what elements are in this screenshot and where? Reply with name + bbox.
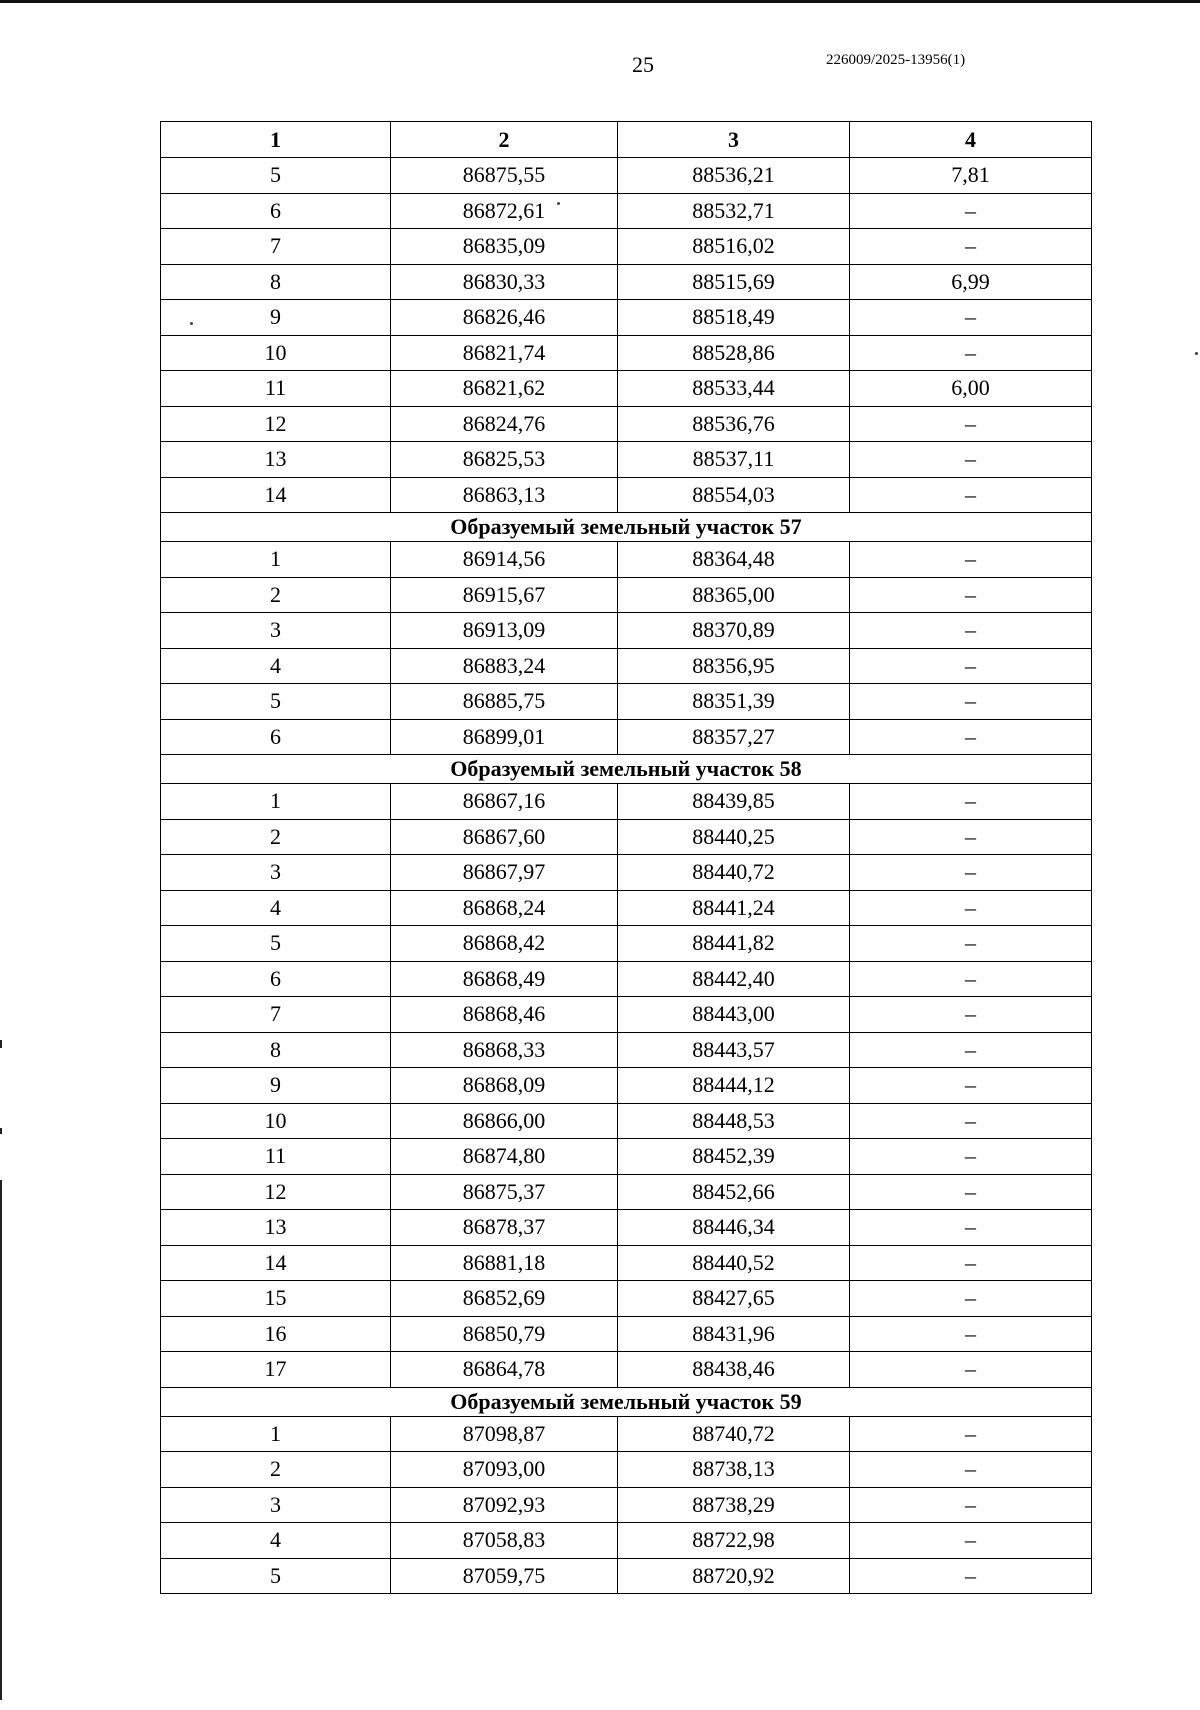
x-coordinate-cell: 86875,55 <box>391 158 618 194</box>
point-number-cell: 6 <box>161 719 391 755</box>
table-header-row <box>161 122 1092 158</box>
distance-cell: – <box>850 855 1092 891</box>
table-row <box>161 406 1092 442</box>
table-row <box>161 300 1092 336</box>
y-coordinate-cell: 88448,53 <box>618 1103 850 1139</box>
x-coordinate-cell: 86824,76 <box>391 406 618 442</box>
table-row <box>161 1316 1092 1352</box>
table-row <box>161 1281 1092 1317</box>
distance-cell: – <box>850 784 1092 820</box>
table-row <box>161 819 1092 855</box>
table-row <box>161 890 1092 926</box>
distance-cell: – <box>850 1487 1092 1523</box>
x-coordinate-cell: 86867,60 <box>391 819 618 855</box>
distance-cell: – <box>850 1103 1092 1139</box>
section-title: Образуемый земельный участок 58 <box>161 755 1092 784</box>
y-coordinate-cell: 88442,40 <box>618 961 850 997</box>
x-coordinate-cell: 86878,37 <box>391 1210 618 1246</box>
x-coordinate-cell: 86866,00 <box>391 1103 618 1139</box>
table-row <box>161 442 1092 478</box>
x-coordinate-cell: 86868,46 <box>391 997 618 1033</box>
x-coordinate-cell: 86874,80 <box>391 1139 618 1175</box>
scan-edge-mark <box>0 1180 2 1700</box>
y-coordinate-cell: 88356,95 <box>618 648 850 684</box>
table-row <box>161 577 1092 613</box>
point-number-cell: 6 <box>161 961 391 997</box>
table-row <box>161 335 1092 371</box>
point-number-cell: 4 <box>161 890 391 926</box>
point-number-cell: 3 <box>161 1487 391 1523</box>
x-coordinate-cell: 86868,24 <box>391 890 618 926</box>
y-coordinate-cell: 88446,34 <box>618 1210 850 1246</box>
y-coordinate-cell: 88439,85 <box>618 784 850 820</box>
section-title-row <box>161 1387 1092 1416</box>
section-title-row <box>161 513 1092 542</box>
y-coordinate-cell: 88533,44 <box>618 371 850 407</box>
point-number-cell: 8 <box>161 1032 391 1068</box>
y-coordinate-cell: 88444,12 <box>618 1068 850 1104</box>
distance-cell: – <box>850 300 1092 336</box>
point-number-cell: 13 <box>161 442 391 478</box>
point-number-cell: 9 <box>161 1068 391 1104</box>
point-number-cell: 7 <box>161 997 391 1033</box>
table-row <box>161 542 1092 578</box>
x-coordinate-cell: 86867,16 <box>391 784 618 820</box>
point-number-cell: 2 <box>161 1452 391 1488</box>
distance-cell: – <box>850 1352 1092 1388</box>
distance-cell: – <box>850 1245 1092 1281</box>
point-number-cell: 1 <box>161 542 391 578</box>
distance-cell: – <box>850 1416 1092 1452</box>
x-coordinate-cell: 86914,56 <box>391 542 618 578</box>
section-title-row <box>161 755 1092 784</box>
distance-cell: – <box>850 406 1092 442</box>
point-number-cell: 5 <box>161 1558 391 1594</box>
distance-cell: – <box>850 1210 1092 1246</box>
x-coordinate-cell: 87059,75 <box>391 1558 618 1594</box>
x-coordinate-cell: 86881,18 <box>391 1245 618 1281</box>
table-row <box>161 926 1092 962</box>
page-number: 25 <box>632 52 654 77</box>
y-coordinate-cell: 88441,82 <box>618 926 850 962</box>
table-row <box>161 158 1092 194</box>
table-row <box>161 997 1092 1033</box>
distance-cell: – <box>850 1281 1092 1317</box>
x-coordinate-cell: 86868,33 <box>391 1032 618 1068</box>
table-row <box>161 1558 1092 1594</box>
y-coordinate-cell: 88537,11 <box>618 442 850 478</box>
y-coordinate-cell: 88370,89 <box>618 613 850 649</box>
distance-cell: – <box>850 684 1092 720</box>
y-coordinate-cell: 88351,39 <box>618 684 850 720</box>
distance-cell: – <box>850 1174 1092 1210</box>
y-coordinate-cell: 88431,96 <box>618 1316 850 1352</box>
y-coordinate-cell: 88532,71 <box>618 193 850 229</box>
distance-cell: – <box>850 542 1092 578</box>
column-header: 3 <box>618 122 850 158</box>
column-header: 1 <box>161 122 391 158</box>
y-coordinate-cell: 88438,46 <box>618 1352 850 1388</box>
point-number-cell: 5 <box>161 158 391 194</box>
distance-cell: 6,99 <box>850 264 1092 300</box>
table-row <box>161 264 1092 300</box>
x-coordinate-cell: 86850,79 <box>391 1316 618 1352</box>
point-number-cell: 3 <box>161 855 391 891</box>
distance-cell: – <box>850 193 1092 229</box>
table-row <box>161 1523 1092 1559</box>
table-row <box>161 1245 1092 1281</box>
y-coordinate-cell: 88536,76 <box>618 406 850 442</box>
x-coordinate-cell: 86835,09 <box>391 229 618 265</box>
point-number-cell: 7 <box>161 229 391 265</box>
y-coordinate-cell: 88443,57 <box>618 1032 850 1068</box>
distance-cell: 6,00 <box>850 371 1092 407</box>
distance-cell: – <box>850 1523 1092 1559</box>
point-number-cell: 2 <box>161 819 391 855</box>
y-coordinate-cell: 88518,49 <box>618 300 850 336</box>
distance-cell: – <box>850 648 1092 684</box>
x-coordinate-cell: 86821,62 <box>391 371 618 407</box>
table-row <box>161 961 1092 997</box>
table-row <box>161 1174 1092 1210</box>
y-coordinate-cell: 88427,65 <box>618 1281 850 1317</box>
y-coordinate-cell: 88738,29 <box>618 1487 850 1523</box>
x-coordinate-cell: 86864,78 <box>391 1352 618 1388</box>
distance-cell: – <box>850 719 1092 755</box>
table-row <box>161 1416 1092 1452</box>
y-coordinate-cell: 88536,21 <box>618 158 850 194</box>
distance-cell: 7,81 <box>850 158 1092 194</box>
table-row <box>161 719 1092 755</box>
table-row <box>161 648 1092 684</box>
x-coordinate-cell: 86826,46 <box>391 300 618 336</box>
distance-cell: – <box>850 1452 1092 1488</box>
point-number-cell: 2 <box>161 577 391 613</box>
distance-cell: – <box>850 1558 1092 1594</box>
x-coordinate-cell: 86821,74 <box>391 335 618 371</box>
column-header: 2 <box>391 122 618 158</box>
distance-cell: – <box>850 890 1092 926</box>
x-coordinate-cell: 87058,83 <box>391 1523 618 1559</box>
scan-speck <box>1195 352 1198 355</box>
distance-cell: – <box>850 477 1092 513</box>
table-body <box>161 158 1092 1594</box>
point-number-cell: 1 <box>161 784 391 820</box>
x-coordinate-cell: 86899,01 <box>391 719 618 755</box>
y-coordinate-cell: 88443,00 <box>618 997 850 1033</box>
x-coordinate-cell: 86863,13 <box>391 477 618 513</box>
table-row <box>161 1487 1092 1523</box>
y-coordinate-cell: 88440,25 <box>618 819 850 855</box>
table-row <box>161 1068 1092 1104</box>
table-row <box>161 855 1092 891</box>
x-coordinate-cell: 87093,00 <box>391 1452 618 1488</box>
point-number-cell: 5 <box>161 926 391 962</box>
table-row <box>161 193 1092 229</box>
x-coordinate-cell: 87092,93 <box>391 1487 618 1523</box>
x-coordinate-cell: 86913,09 <box>391 613 618 649</box>
section-title: Образуемый земельный участок 57 <box>161 513 1092 542</box>
table-row <box>161 1103 1092 1139</box>
table-row <box>161 1452 1092 1488</box>
y-coordinate-cell: 88364,48 <box>618 542 850 578</box>
point-number-cell: 14 <box>161 477 391 513</box>
y-coordinate-cell: 88452,66 <box>618 1174 850 1210</box>
point-number-cell: 10 <box>161 335 391 371</box>
distance-cell: – <box>850 1316 1092 1352</box>
distance-cell: – <box>850 1068 1092 1104</box>
distance-cell: – <box>850 335 1092 371</box>
distance-cell: – <box>850 1032 1092 1068</box>
table-row <box>161 1032 1092 1068</box>
point-number-cell: 1 <box>161 1416 391 1452</box>
x-coordinate-cell: 86830,33 <box>391 264 618 300</box>
distance-cell: – <box>850 961 1092 997</box>
y-coordinate-cell: 88441,24 <box>618 890 850 926</box>
x-coordinate-cell: 86872,61 <box>391 193 618 229</box>
point-number-cell: 11 <box>161 371 391 407</box>
table-row <box>161 1352 1092 1388</box>
distance-cell: – <box>850 577 1092 613</box>
distance-cell: – <box>850 819 1092 855</box>
coordinates-table <box>160 121 1092 1594</box>
table-row <box>161 684 1092 720</box>
scan-edge-mark <box>0 1128 2 1134</box>
table-row <box>161 1139 1092 1175</box>
point-number-cell: 14 <box>161 1245 391 1281</box>
x-coordinate-cell: 86852,69 <box>391 1281 618 1317</box>
point-number-cell: 4 <box>161 648 391 684</box>
point-number-cell: 5 <box>161 684 391 720</box>
y-coordinate-cell: 88740,72 <box>618 1416 850 1452</box>
point-number-cell: 4 <box>161 1523 391 1559</box>
point-number-cell: 12 <box>161 406 391 442</box>
point-number-cell: 12 <box>161 1174 391 1210</box>
point-number-cell: 9 <box>161 300 391 336</box>
table-row <box>161 784 1092 820</box>
y-coordinate-cell: 88554,03 <box>618 477 850 513</box>
y-coordinate-cell: 88516,02 <box>618 229 850 265</box>
x-coordinate-cell: 86883,24 <box>391 648 618 684</box>
x-coordinate-cell: 86868,09 <box>391 1068 618 1104</box>
distance-cell: – <box>850 926 1092 962</box>
scan-edge-mark <box>0 1040 2 1048</box>
y-coordinate-cell: 88440,72 <box>618 855 850 891</box>
y-coordinate-cell: 88452,39 <box>618 1139 850 1175</box>
table-row <box>161 613 1092 649</box>
section-title: Образуемый земельный участок 59 <box>161 1387 1092 1416</box>
point-number-cell: 17 <box>161 1352 391 1388</box>
x-coordinate-cell: 87098,87 <box>391 1416 618 1452</box>
table-row <box>161 477 1092 513</box>
x-coordinate-cell: 86868,49 <box>391 961 618 997</box>
table-row <box>161 371 1092 407</box>
distance-cell: – <box>850 613 1092 649</box>
page-top-border <box>0 0 1200 3</box>
document-id: 226009/2025-13956(1) <box>826 52 966 68</box>
y-coordinate-cell: 88357,27 <box>618 719 850 755</box>
y-coordinate-cell: 88722,98 <box>618 1523 850 1559</box>
x-coordinate-cell: 86875,37 <box>391 1174 618 1210</box>
point-number-cell: 10 <box>161 1103 391 1139</box>
x-coordinate-cell: 86885,75 <box>391 684 618 720</box>
x-coordinate-cell: 86915,67 <box>391 577 618 613</box>
point-number-cell: 8 <box>161 264 391 300</box>
x-coordinate-cell: 86868,42 <box>391 926 618 962</box>
table-row <box>161 1210 1092 1246</box>
point-number-cell: 13 <box>161 1210 391 1246</box>
y-coordinate-cell: 88738,13 <box>618 1452 850 1488</box>
y-coordinate-cell: 88440,52 <box>618 1245 850 1281</box>
x-coordinate-cell: 86825,53 <box>391 442 618 478</box>
point-number-cell: 15 <box>161 1281 391 1317</box>
distance-cell: – <box>850 229 1092 265</box>
distance-cell: – <box>850 442 1092 478</box>
table-row <box>161 229 1092 265</box>
y-coordinate-cell: 88365,00 <box>618 577 850 613</box>
column-header: 4 <box>850 122 1092 158</box>
point-number-cell: 3 <box>161 613 391 649</box>
y-coordinate-cell: 88528,86 <box>618 335 850 371</box>
y-coordinate-cell: 88720,92 <box>618 1558 850 1594</box>
point-number-cell: 11 <box>161 1139 391 1175</box>
point-number-cell: 6 <box>161 193 391 229</box>
distance-cell: – <box>850 997 1092 1033</box>
x-coordinate-cell: 86867,97 <box>391 855 618 891</box>
point-number-cell: 16 <box>161 1316 391 1352</box>
distance-cell: – <box>850 1139 1092 1175</box>
y-coordinate-cell: 88515,69 <box>618 264 850 300</box>
